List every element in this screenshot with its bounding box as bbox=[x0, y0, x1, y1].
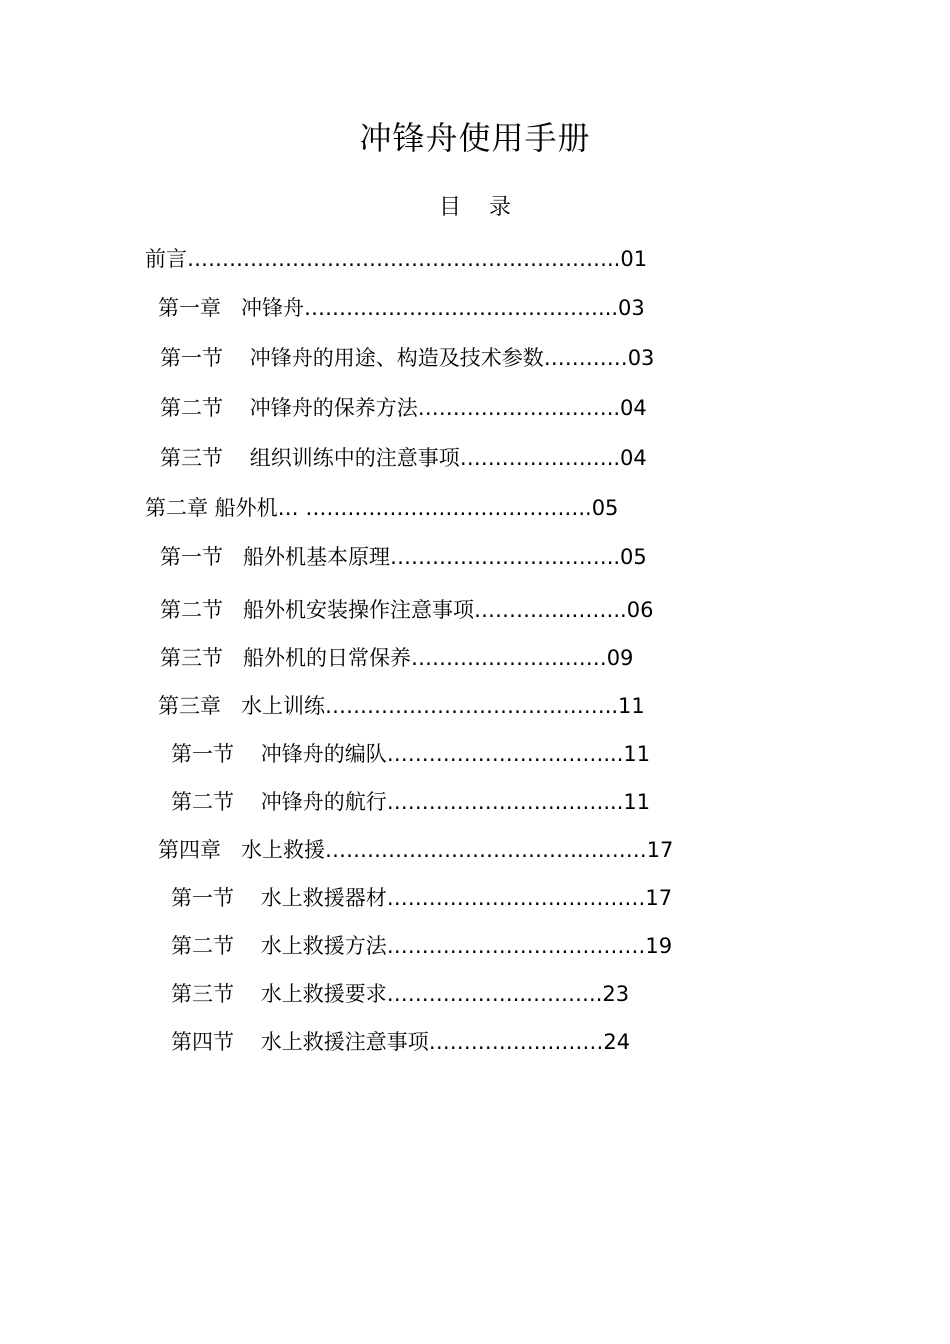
toc-entry-ch4-sec4: 第四节 水上救援注意事项…………….………24 bbox=[171, 1030, 631, 1054]
toc-entry-chapter-2: 第二章 船外机… …………………………………..05 bbox=[145, 496, 619, 520]
toc-entry-chapter-4: 第四章 水上救援……………………………….………17 bbox=[158, 838, 674, 862]
toc-entry-ch3-sec1: 第一节 冲锋舟的编队…………………….……...11 bbox=[171, 742, 651, 766]
toc-entry-ch4-sec1: 第一节 水上救援器材…………………….…………17 bbox=[171, 886, 673, 910]
toc-entry-ch1-sec1: 第一节 冲锋舟的用途、构造及技术参数…………03 bbox=[160, 346, 655, 370]
toc-entry-ch1-sec2: 第二节 冲锋舟的保养方法………………………..04 bbox=[160, 396, 647, 420]
toc-entry-ch1-sec3: 第三节 组织训练中的注意事项…………………..04 bbox=[160, 446, 647, 470]
toc-entry-preface: 前言……………………………………………………..01 bbox=[145, 247, 648, 271]
toc-heading: 目 录 bbox=[439, 195, 511, 220]
toc-entry-ch2-sec3: 第三节 船外机的日常保养………………….……09 bbox=[160, 646, 634, 670]
toc-entry-ch2-sec1: 第一节 船外机基本原理…………………….……..05 bbox=[160, 545, 647, 569]
toc-entry-ch4-sec2: 第二节 水上救援方法…………………….…………19 bbox=[171, 934, 673, 958]
toc-entry-chapter-1: 第一章 冲锋舟……………………………………...03 bbox=[158, 296, 645, 320]
toc-entry-ch3-sec2: 第二节 冲锋舟的航行…………………….……...11 bbox=[171, 790, 651, 814]
toc-entry-ch2-sec2: 第二节 船外机安装操作注意事项…………..……..06 bbox=[160, 598, 654, 622]
toc-entry-chapter-3: 第三章 水上训练…………………………….……..11 bbox=[158, 694, 645, 718]
toc-entry-ch4-sec3: 第三节 水上救援要求………………..………..23 bbox=[171, 982, 630, 1006]
document-title: 冲锋舟使用手册 bbox=[359, 119, 591, 157]
